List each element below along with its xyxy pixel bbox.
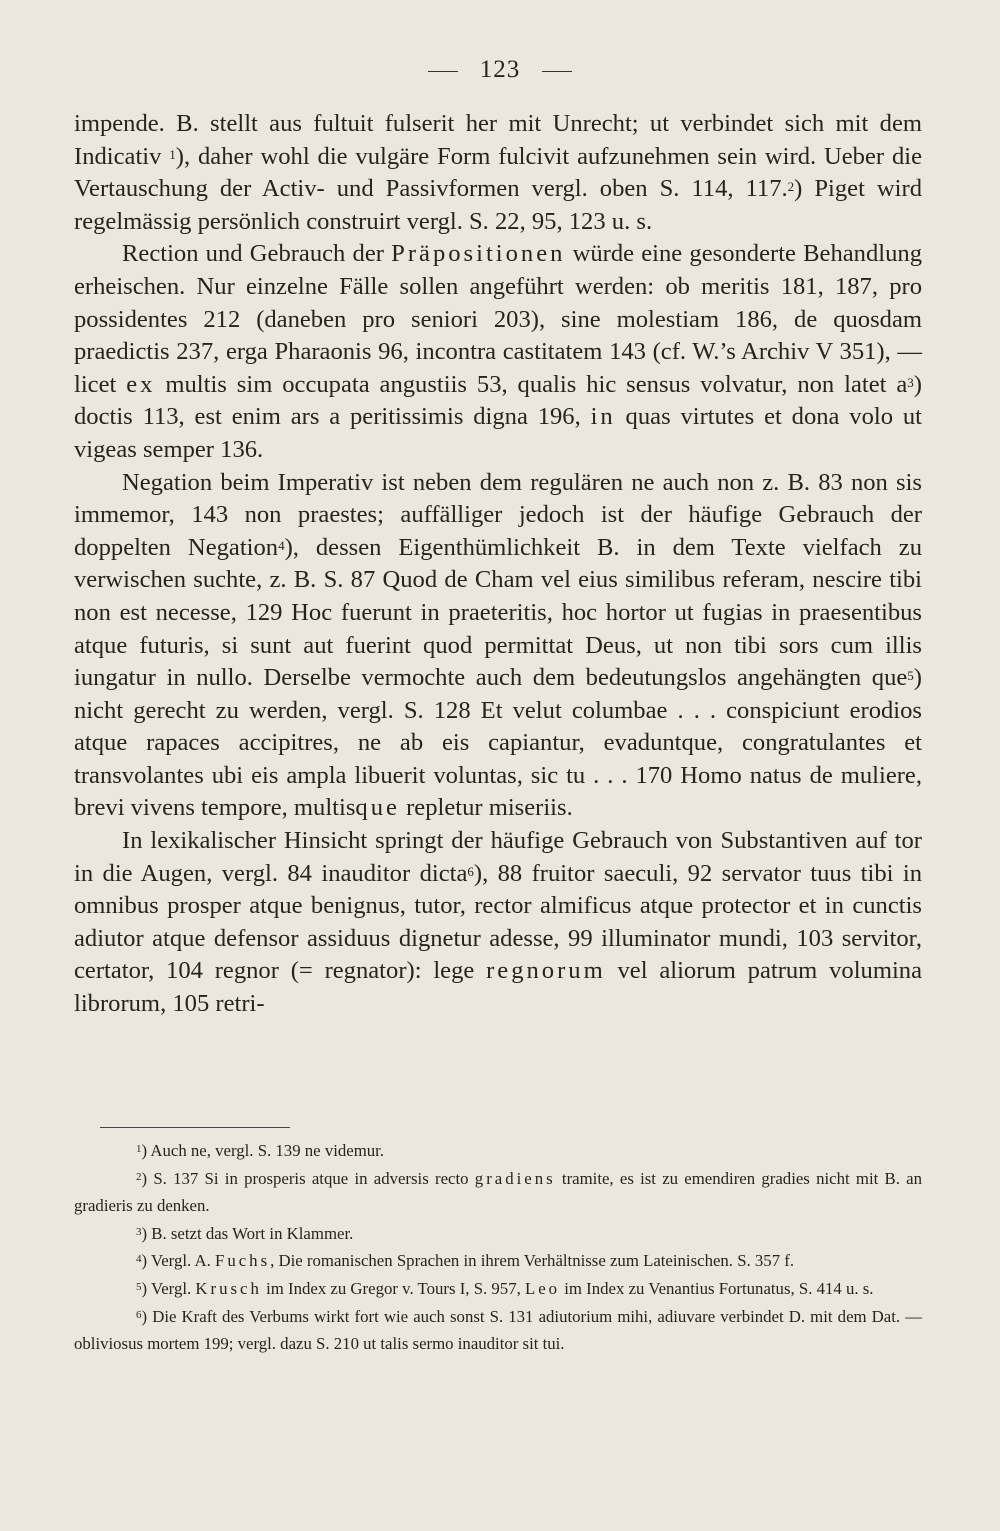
footnote-number: 2 <box>136 1170 142 1183</box>
footnote-text: ) B. setzt das Wort in Klammer. <box>141 1223 354 1243</box>
page-number: 123 <box>479 56 521 83</box>
spaced-emphasis: regnorum <box>486 957 606 985</box>
spaced-emphasis: que <box>355 794 400 822</box>
text-run: impende. B. stellt aus fultuit fulserit her mit Unrecht; ut verbindet sich mit dem Indicativ <box>74 110 922 170</box>
footnote-marker: 2 <box>787 179 795 195</box>
spaced-emphasis: Krusch <box>195 1278 262 1298</box>
spaced-emphasis: Fuchs <box>215 1251 271 1271</box>
footnote-number: 1 <box>136 1143 142 1155</box>
text-run: multis sim occupata angustiis 53, qualis hic sensus volvatur, non latet a <box>155 370 908 398</box>
footnote-3 <box>74 1220 922 1248</box>
spaced-emphasis: in <box>590 403 616 431</box>
footnote-5 <box>74 1275 922 1303</box>
text-run: ), 88 fruitor saeculi, 92 servator tuus tibi in omnibus prosper atque benignus, tutor, rector almificus atque protector et in cunctis adiutor atque defensor assiduus dignetur adesse, 99 illuminator mundi, 103 servitor, certator, 104 regnor (= regnator): lege <box>74 859 923 985</box>
footnote-marker: 3 <box>907 374 914 390</box>
page-header <box>0 56 1000 84</box>
text-run: ) Piget wird regelmässig persönlich construirt vergl. S. 22, 95, 123 u. s. <box>74 175 923 235</box>
text-run: ) doctis 113, est enim ars a peritissimis digna 196, <box>74 370 922 431</box>
text-run: ) nicht gerecht zu werden, vergl. S. 128 Et velut columbae . . . conspiciunt erodios atque rapaces accipitres, ne ab eis capiantur, evaduntque, congratulantes et transvolantes ubi eis ampla libuerit voluntas, sic tu . . . 170 Homo natus de muliere, brevi vivens tempore, multis <box>74 664 922 822</box>
text-run: Negation beim Imperativ ist neben dem regulären ne auch non z. B. 83 non sis immemor, 143 non praestes; auffälliger jedoch ist der häufige Gebrauch der doppelten Negation <box>74 468 922 561</box>
spaced-emphasis: Präpositionen <box>391 240 566 268</box>
footnote-text: ) Vergl. <box>141 1278 196 1298</box>
text-run: vel aliorum patrum volumina librorum, 105 retri- <box>74 957 923 1018</box>
paragraph-4 <box>74 825 922 1021</box>
text-run: In lexikalischer Hinsicht springt der häufige Gebrauch von Substantiven auf tor in die Augen, vergl. 84 inauditor dicta <box>74 827 922 887</box>
spaced-emphasis: ex <box>126 370 156 398</box>
footnote-text: ) Auch ne, vergl. S. 139 ne videmur. <box>141 1141 385 1160</box>
footnote-text: ) Vergl. A. <box>141 1251 215 1271</box>
footnote-marker: 4 <box>278 537 285 553</box>
body-text <box>74 108 922 1021</box>
text-run: repletur miseriis. <box>399 794 573 822</box>
footnote-6 <box>74 1303 922 1358</box>
footnotes <box>74 1137 922 1358</box>
text-run: quas virtutes et dona volo ut vigeas semper 136. <box>74 403 922 463</box>
footnote-text: , Die romanischen Sprachen in ihrem Verhältnisse zum Lateinischen. S. 357 f. <box>270 1251 795 1271</box>
footnote-text: ) Die Kraft des Verbums wirkt fort wie auch sonst S. 131 adiutorium mihi, adiuvare verbindet D. mit dem Dat. — obliviosus mortem 199; vergl. dazu S. 210 ut talis sermo inauditor sit tui. <box>74 1306 922 1354</box>
header-dash-right <box>542 71 572 72</box>
paragraph-3 <box>74 467 922 826</box>
footnote-number: 6 <box>136 1308 142 1321</box>
header-dash-left <box>428 71 458 72</box>
footnote-text: im Index zu Gregor v. Tours I, S. 957, <box>261 1278 525 1298</box>
text-run: Rection und Gebrauch der <box>122 240 392 268</box>
footnote-marker: 5 <box>907 668 914 684</box>
spaced-emphasis: Leo <box>524 1278 561 1298</box>
footnote-text: im Index zu Venantius Fortunatus, S. 414 u. s. <box>560 1278 874 1298</box>
footnote-text: ) S. 137 Si in prosperis atque in adversis recto <box>141 1168 475 1188</box>
text-run: ), dessen Eigenthümlichkeit B. in dem Texte vielfach zu verwischen suchte, z. B. S. 87 Quod de Cham vel eius similibus referam, nescire tibi non est necesse, 129 Hoc fuerunt in praeteritis, hoc hortor ut fugias in praesentibus atque futuris, si sunt aut fuerint quod permittat Deus, ut non tibi sors cum illis iungatur in nullo. Derselbe vermochte auch dem bedeutungslos angehängten que <box>74 533 922 692</box>
text-run: ), daher wohl die vulgäre Form fulcivit aufzunehmen sein wird. Ueber die Vertauschung der Activ- und Passivformen vergl. oben S. 114, 117. <box>74 142 922 203</box>
footnote-number: 5 <box>136 1280 142 1293</box>
footnote-number: 3 <box>136 1225 142 1238</box>
paragraph-2 <box>74 238 922 466</box>
text-run: würde eine gesonderte Behandlung erheischen. Nur einzelne Fälle sollen angeführt werden: ob meritis 181, 187, pro possidentes 212 (daneben pro seniori 203), sine molestiam 186, de quosdam praedictis 237, erga Pharaonis 96, incontra castitatem 143 (cf. W.’s Archiv V 351), — licet <box>74 240 922 398</box>
footnote-4 <box>74 1247 922 1275</box>
footnote-marker: 6 <box>467 863 474 879</box>
spaced-emphasis: gradiens <box>474 1168 556 1188</box>
footnote-1 <box>74 1137 922 1165</box>
footnote-divider <box>100 1127 290 1128</box>
footnote-text: tramite, es ist zu emendiren gradies nicht mit B. an gradieris zu denken. <box>74 1168 922 1216</box>
footnote-2 <box>74 1165 922 1220</box>
footnote-marker: 1 <box>169 146 176 162</box>
paragraph-1 <box>74 108 922 238</box>
footnote-number: 4 <box>136 1253 142 1266</box>
